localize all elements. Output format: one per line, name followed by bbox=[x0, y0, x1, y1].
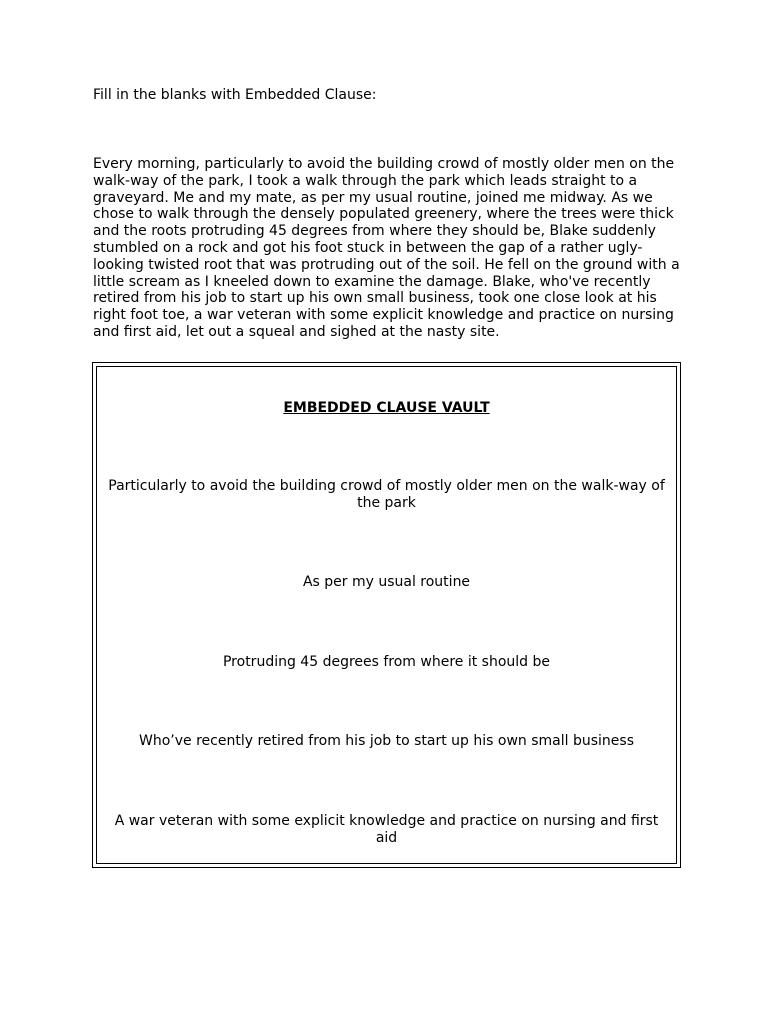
instruction-text: Fill in the blanks with Embedded Clause: bbox=[93, 87, 377, 103]
vault-inner-border bbox=[96, 366, 677, 864]
passage-paragraph: Every morning, particularly to avoid the building crowd of mostly older men on the walk-way of the park, I took a walk through the park which leads straight to a graveyard. Me and my mate, as per my usual routine, joined me midway. As we chose to walk through the densely populated greenery, where the trees were thick and the roots protruding 45 degrees from where they should be, Blake suddenly stumbled on a rock and got his foot stuck in between the gap of a rather ugly-looking twisted root that was protruding out of the soil. He fell on the ground with a little scream as I kneeled down to examine the damage. Blake, who've recently retired from his job to start up his own small business, took one close look at his right foot toe, a war veteran with some explicit knowledge and practice on nursing and first aid, let out a squeal and sighed at the nasty site. bbox=[93, 156, 680, 340]
vault-clause-item: Who’ve recently retired from his job to start up his own small business bbox=[139, 733, 634, 749]
vault-clause-item: As per my usual routine bbox=[302, 574, 471, 590]
embedded-clause-vault-box bbox=[92, 362, 681, 868]
vault-clause-item: Protruding 45 degrees from where it should be bbox=[222, 654, 551, 670]
vault-clause-item: Particularly to avoid the building crowd of mostly older men on the walk-way of the park bbox=[108, 478, 665, 511]
vault-title: EMBEDDED CLAUSE VAULT bbox=[283, 400, 490, 416]
vault-clause-item: A war veteran with some explicit knowledge and practice on nursing and first aid bbox=[114, 813, 659, 846]
